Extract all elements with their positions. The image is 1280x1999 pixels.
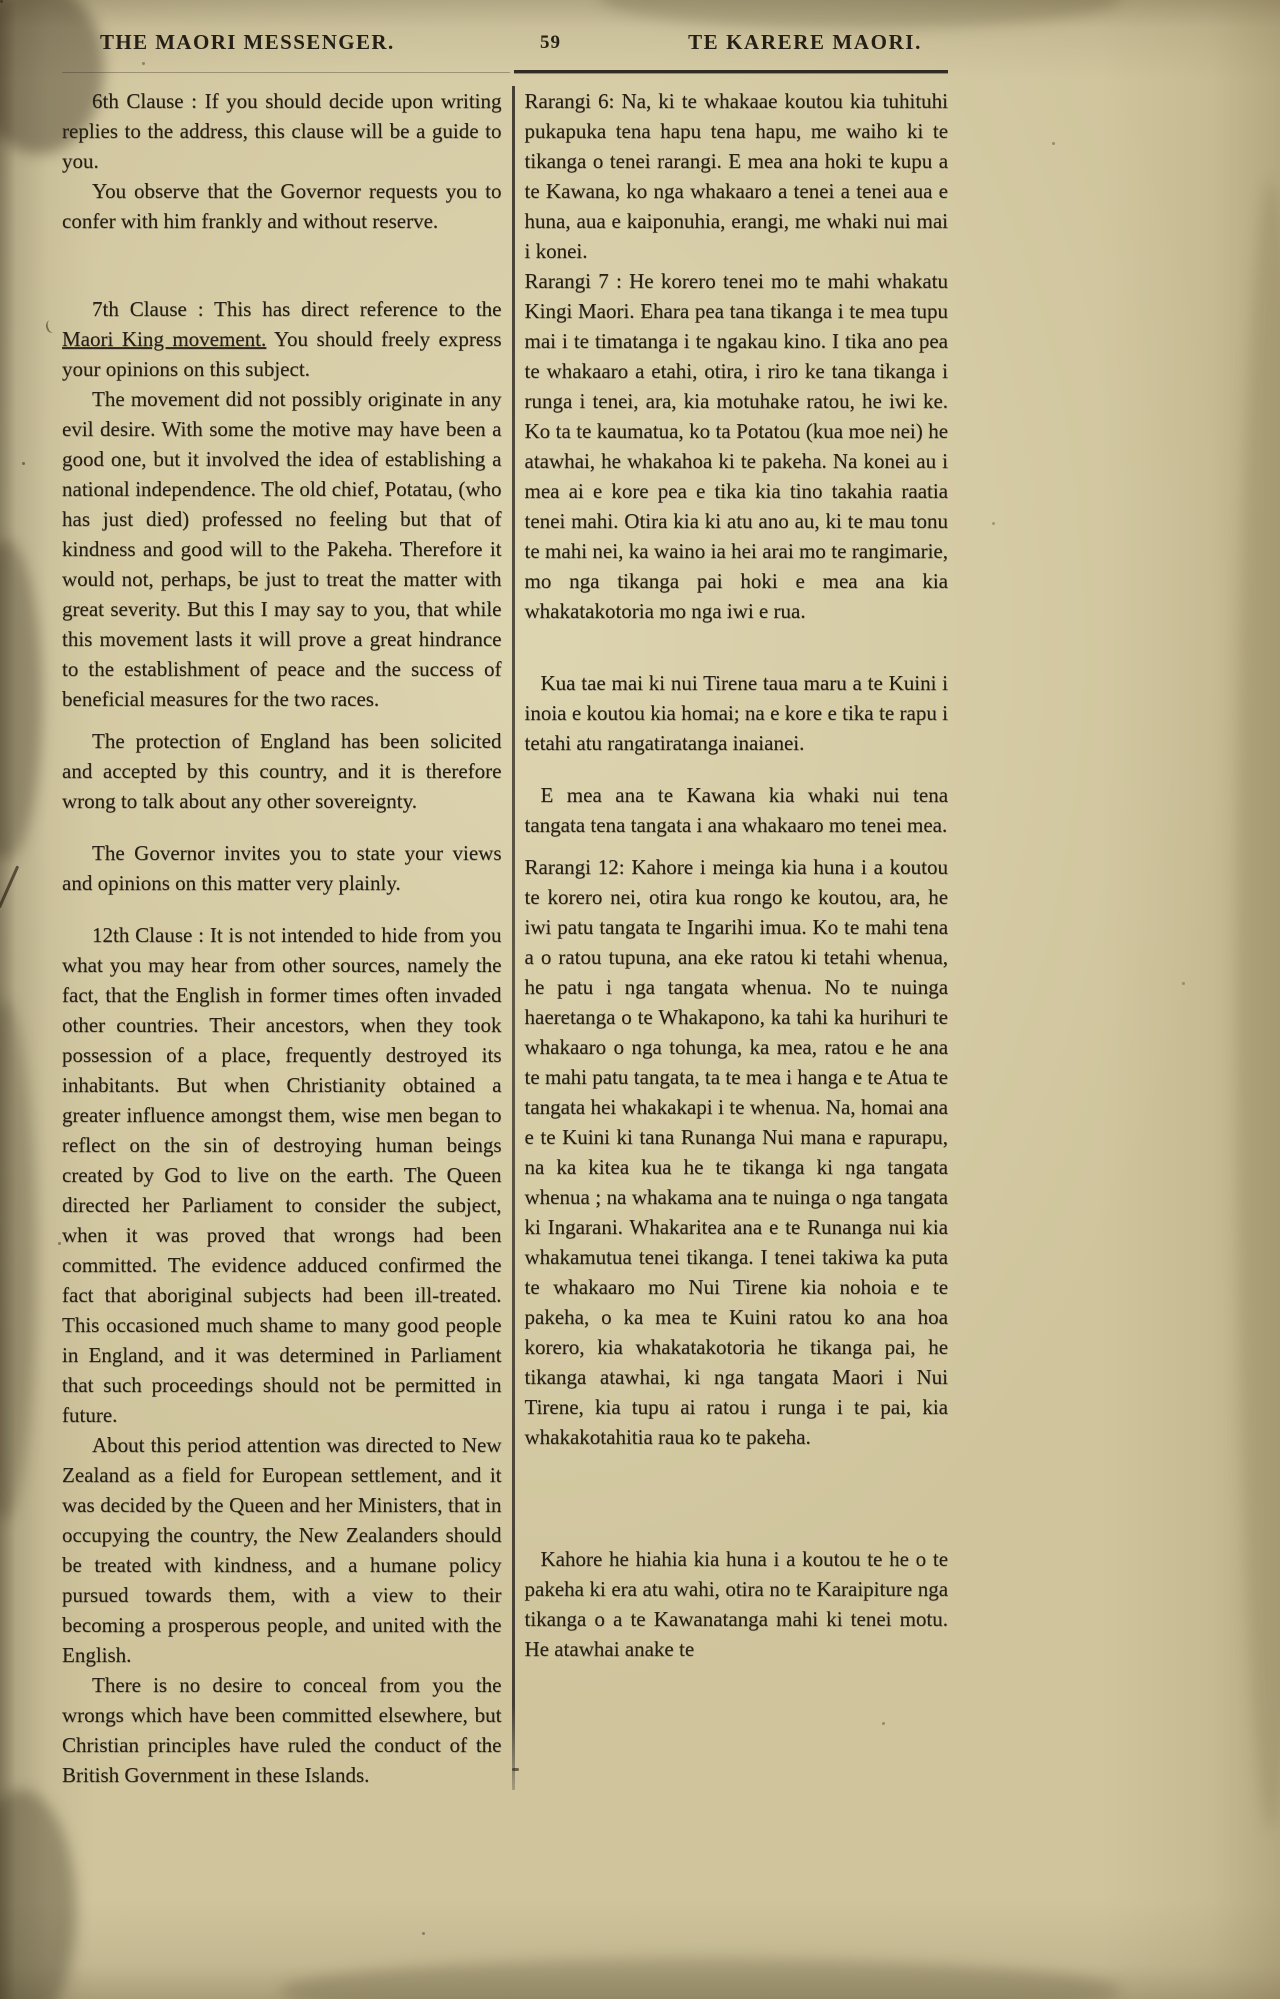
english-column (62, 86, 502, 1790)
maori-paragraph-4: E mea ana te Kawana kia whaki nui tena tangata tena tangata i ana whakaaro mo tenei mea. (524, 783, 949, 837)
header-rule-right (514, 70, 948, 73)
paper-stain (0, 1000, 36, 1520)
paper-stain (0, 1790, 76, 1999)
maori-column (525, 86, 949, 1790)
ink-specks (0, 0, 3, 3)
header-rules (62, 70, 948, 74)
left-masthead-title: THE MAORI MESSENGER. (100, 30, 395, 54)
margin-mark (44, 319, 58, 335)
english-paragraph-clause7 (62, 294, 502, 384)
maori-paragraph-3: Kua tae mai ki nui Tirene taua maru a te Kuini i inoia e koutou kia homai; na e kore e tika te rapu i tetahi atu rangatiratanga inaianei. (524, 671, 949, 755)
paragraph-text: 7th Clause : This has direct reference to the (92, 297, 502, 321)
english-paragraph-clause12: 12th Clause : It is not intended to hide from you what you may hear from other sources, namely the fact, that the English in former times often invaded other countries. Their ancestors, when they took possession of a place, frequently destroyed its inhabitants. But when Christianity obtained a greater influence amongst them, wise men began to reflect on the sin of destroying human beings created by God to live on the earth. The Queen directed her Parliament to consider the subject, when it was proved that wrongs had been committed. The evidence adduced confirmed the fact that aboriginal subjects had been ill-treated. This occasioned much shame to many good people in England, and it was determined in Parliament that such proceedings should not be permitted in future. (62, 923, 502, 1427)
english-paragraph-5: The protection of England has been solicited and accepted by this country, and it is therefore wrong to talk about any other sovereignty. (62, 729, 502, 813)
english-paragraph-4: The movement did not possibly originate in any evil desire. With some the motive may have been a good one, but it involved the idea of establishing a national independence. The old chief, Potatau, (who has just died) professed no feeling but that of kindness and good will to the Pakeha. Therefore it would not, perhaps, be just to treat the matter with great severity. But this I may say to you, that while this movement lasts it will prove a great hindrance to the establishment of peace and the success of beneficial measures for the two races. (62, 387, 502, 711)
header-rule-left (62, 72, 510, 73)
english-paragraph-2: You observe that the Governor requests you to confer with him frankly and without reserve. (62, 179, 502, 233)
column-divider-rule (512, 86, 515, 1790)
underlined-phrase: Maori King movement. (62, 327, 267, 351)
pen-mark (0, 865, 19, 908)
page-number: 59 (540, 32, 561, 53)
english-paragraph-clause6: 6th Clause : If you should decide upon writing replies to the address, this clause will be a guide to you. (62, 89, 502, 173)
printed-area (62, 18, 948, 1790)
paragraph-text: You should freely express your opinions on this subject. (62, 327, 502, 381)
paper-stain (1236, 180, 1280, 1830)
paper-stain (280, 1958, 1120, 1999)
maori-paragraph-6: Kahore he hiahia kia huna i a koutou te he o te pakeha ki era atu wahi, otira no te Karaipiture nga tikanga o a te Kawanatanga mahi ki tenei motu. He atawhai anake te (524, 1547, 949, 1661)
paper-stain (0, 540, 42, 860)
page-header (62, 18, 948, 70)
maori-paragraph-rarangi7: Rarangi 7 : He korero tenei mo te mahi whakatu Kingi Maori. Ehara pea tana tikanga i te mea tupu mai i te timatanga i te ngakau kino. I tika ano pea te whakaaro a etahi, otira, i riro ke tana tikanga i runga i tenei, ara, kia motuhake ratou, he iwi ke. Ko ta te kaumatua, ko ta Potatou (kua moe nei) he atawhai, he whakahoa ki te pakeha. Na konei au i mea ai e kore pea e tika kia tino takahia raatia tenei mahi. Otira kia ki atu ano au, ki te mau tonu te mahi nei, ka waino ia hei arai mo te rangimarie, mo nga tikanga pai hoki e mea ana kia whakatakotoria mo nga iwi e rua. (524, 269, 949, 623)
english-paragraph-6: The Governor invites you to state your views and opinions on this matter very plainly. (62, 841, 502, 895)
two-column-body (62, 86, 948, 1790)
maori-paragraph-rarangi12: Rarangi 12: Kahore i meinga kia huna i a koutou te korero nei, otira kua rongo ke koutou, ara, he iwi patu tangata te Ingarihi imua. Ko te mahi tena a o ratou tupuna, ana eke ratou ki tetahi whenua, he patu i nga tangata whenua. No te nuinga haeretanga o te Whakapono, ka tahi ka hurihuri te whakaaro o nga tohunga, ka mea, ratou e he ana te mahi patu tangata, ta te mea i hanga e te Atua te tangata hei whakakapi i te whenua. Na, homai ana e te Kuini ki tana Runanga Nui mana e rapurapu, na ka kitea kua he te tikanga ki nga tangata whenua ; na whakama ana te nuinga o nga tangata ki Ingarani. Whakaritea ana e te Runanga nui kia whakamutua tenei tikanga. I tenei takiwa ka puta te whakaaro mo Nui Tirene kia nohoia e te pakeha, o ka mea te Kuini ratou ko ana hoa korero, kia whakatakotoria he tikanga pai, he tikanga atawhai, ki nga tangata Maori i Nui Tirene, kia tupu ai ratou i runga i te pai, kia whakakotahitia raua ko te pakeha. (524, 855, 949, 1449)
english-paragraph-9: There is no desire to conceal from you the wrongs which have been committed elsewhere, but Christian principles have ruled the conduct of the British Government in these Islands. (62, 1673, 502, 1787)
maori-paragraph-rarangi6: Rarangi 6: Na, ki te whakaae koutou kia tuhituhi pukapuka tena hapu tena hapu, me waiho ki te tikanga o tenei rarangi. E mea ana hoki te kupu a te Kawana, ko nga whakaaro a tenei a tenei aua e huna, aua e kaiponuhia, erangi, me whaki nui mai i konei. (524, 89, 949, 263)
right-masthead-title: TE KARERE MAORI. (688, 30, 922, 54)
english-paragraph-8: About this period attention was directed to New Zealand as a field for European settlement, and it was decided by the Queen and her Ministers, that in occupying the country, the New Zealanders should be treated with kindness, and a humane policy pursued towards them, with a view to their becoming a prosperous people, and united with the English. (62, 1433, 502, 1667)
